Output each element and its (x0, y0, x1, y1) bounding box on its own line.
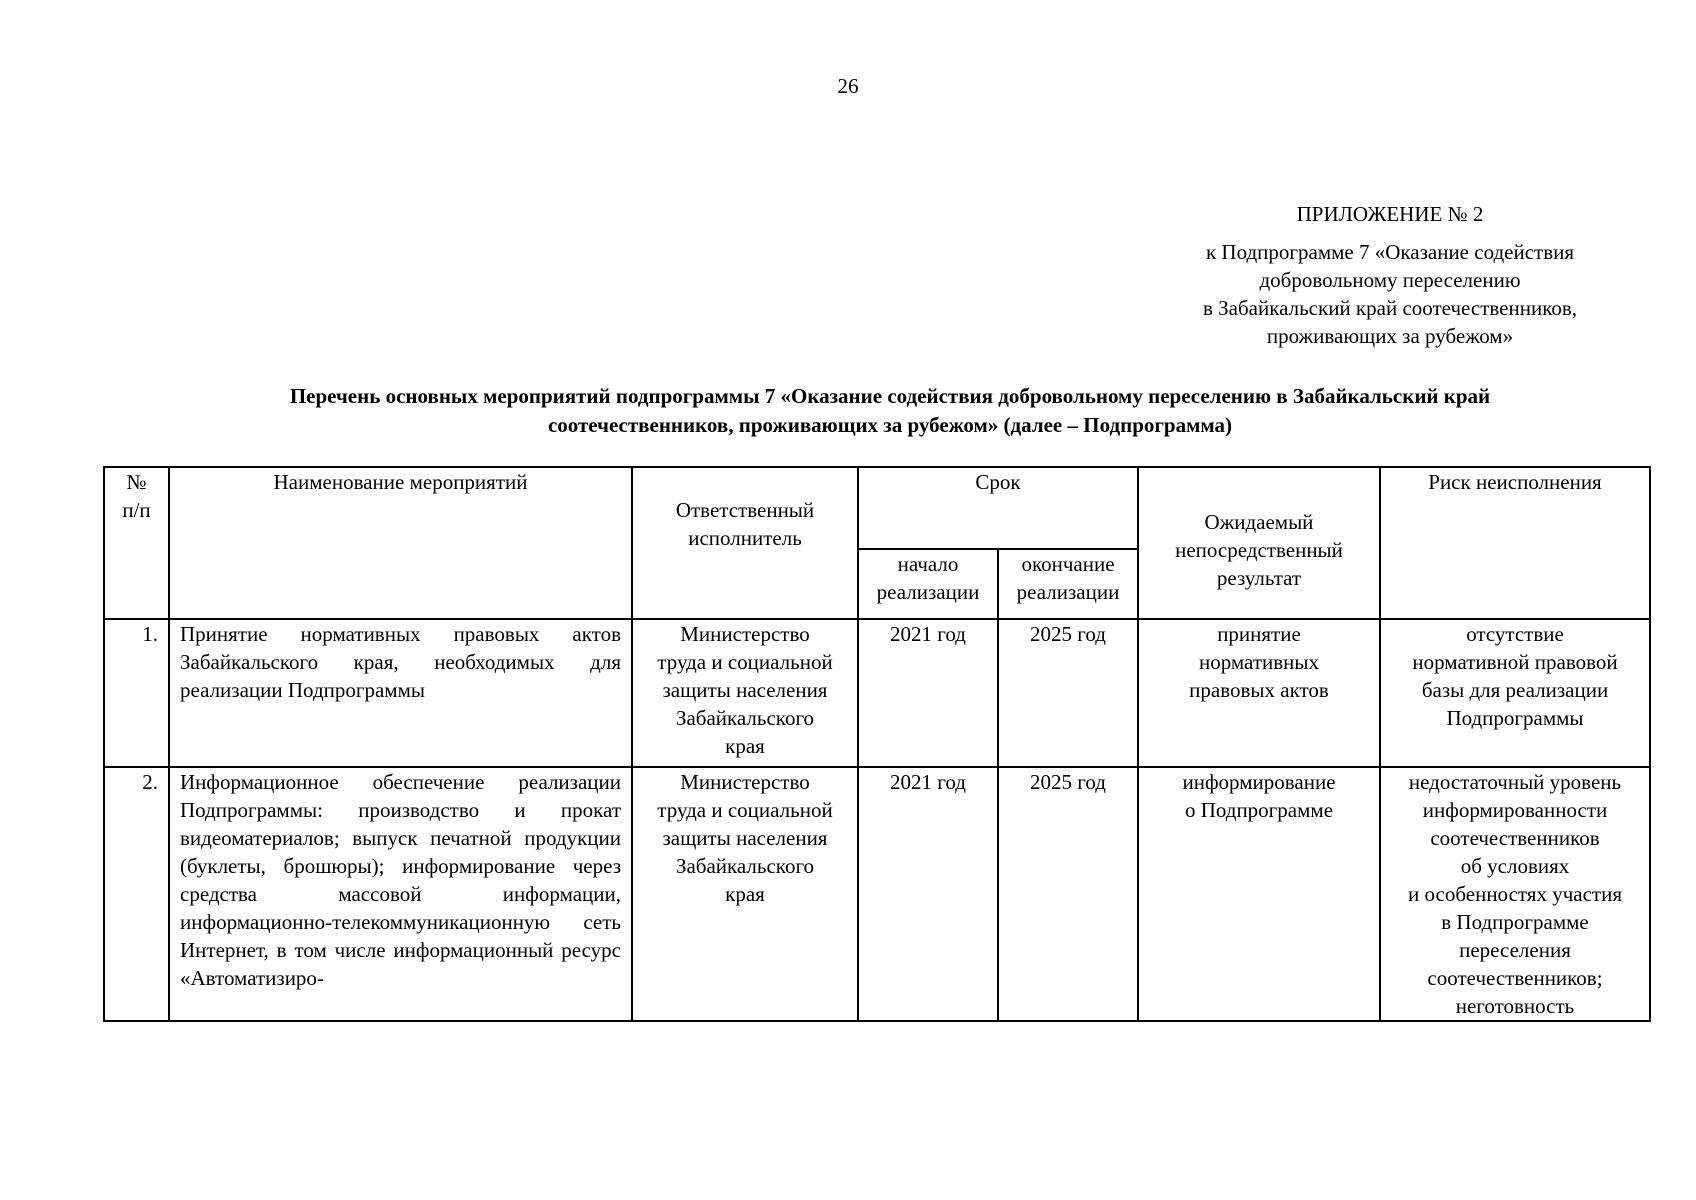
appendix-line: добровольному переселению (1259, 268, 1521, 292)
header-end-line: окончание (1021, 552, 1115, 576)
cell-start: 2021 год (858, 767, 998, 1021)
executor-line: Забайкальского (675, 854, 815, 878)
header-num-line: № (126, 470, 147, 494)
risk-line: соотечественников (1430, 826, 1600, 850)
risk-line: и особенностях участия (1408, 882, 1622, 906)
cell-measure-name: Принятие нормативных правовых актов Забайкальского края, необходимых для реализации Подпрограммы (169, 619, 632, 767)
document-title (130, 382, 1650, 440)
header-start-line: реализации (876, 580, 980, 604)
cell-executor (632, 767, 858, 1021)
result-line: нормативных (1198, 650, 1320, 674)
header-term: Срок (858, 467, 1138, 549)
header-result-line: Ожидаемый (1204, 510, 1314, 534)
table-row (104, 767, 1650, 1021)
risk-line: Подпрограммы (1446, 706, 1584, 730)
cell-risk (1380, 619, 1650, 767)
cell-start: 2021 год (858, 619, 998, 767)
header-end-line: реализации (1016, 580, 1120, 604)
risk-line: нормативной правовой (1412, 650, 1618, 674)
table-row (104, 619, 1650, 767)
executor-line: Министерство (680, 622, 810, 646)
result-line: о Подпрограмме (1184, 798, 1334, 822)
executor-line: Министерство (680, 770, 810, 794)
cell-num: 2. (104, 767, 169, 1021)
risk-line: переселения (1459, 938, 1571, 962)
executor-line: труда и социальной (657, 798, 833, 822)
cell-executor (632, 619, 858, 767)
cell-end: 2025 год (998, 767, 1138, 1021)
executor-line: защиты населения (662, 826, 828, 850)
header-result-line: непосредственный (1175, 538, 1343, 562)
header-start-line: начало (897, 552, 959, 576)
header-start (858, 549, 998, 619)
risk-line: соотечественников; (1427, 966, 1603, 990)
header-executor-line: Ответственный (675, 498, 815, 522)
executor-line: края (725, 882, 765, 906)
executor-line: защиты населения (662, 678, 828, 702)
document-title-line: соотечественников, проживающих за рубежом» (далее – Подпрограмма) (547, 413, 1233, 437)
risk-line: отсутствие (1466, 622, 1564, 646)
document-title-line: Перечень основных мероприятий подпрограммы 7 «Оказание содействия добровольному переселению в Забайкальский край (289, 384, 1491, 408)
cell-end: 2025 год (998, 619, 1138, 767)
result-line: принятие (1217, 622, 1301, 646)
risk-line: информированности (1422, 798, 1608, 822)
cell-result (1138, 619, 1380, 767)
header-num-line: п/п (122, 498, 151, 522)
executor-line: края (725, 734, 765, 758)
header-name: Наименование мероприятий (169, 467, 632, 619)
risk-line: неготовность (1455, 994, 1575, 1018)
appendix-line: к Подпрограмме 7 «Оказание содействия (1205, 240, 1575, 264)
risk-line: об условиях (1460, 854, 1570, 878)
risk-line: в Подпрограмме (1441, 910, 1589, 934)
appendix-title: ПРИЛОЖЕНИЕ № 2 (1296, 202, 1484, 226)
page-number: 26 (837, 74, 859, 98)
cell-num: 1. (104, 619, 169, 767)
header-result-line: результат (1216, 566, 1302, 590)
measures-table (103, 466, 1651, 1022)
result-line: правовых актов (1189, 678, 1329, 702)
cell-result (1138, 767, 1380, 1021)
header-end (998, 549, 1138, 619)
cell-risk (1380, 767, 1650, 1021)
executor-line: Забайкальского (675, 706, 815, 730)
appendix-line: проживающих за рубежом» (1266, 324, 1514, 348)
header-result (1138, 467, 1380, 619)
appendix-header (1160, 200, 1620, 350)
header-risk: Риск неисполнения (1380, 467, 1650, 619)
executor-line: труда и социальной (657, 650, 833, 674)
cell-measure-name: Информационное обеспечение реализации Подпрограммы: производство и прокат видеоматериалов; выпуск печатной продукции (буклеты, брошюры); информирование через средства массовой информации, информационно-телекоммуникационную сеть Интернет, в том числе информационный ресурс «Автоматизиро- (169, 767, 632, 1021)
result-line: информирование (1182, 770, 1336, 794)
header-executor (632, 467, 858, 619)
risk-line: базы для реализации (1421, 678, 1609, 702)
appendix-line: в Забайкальский край соотечественников, (1202, 296, 1577, 320)
risk-line: недостаточный уровень (1408, 770, 1622, 794)
header-executor-line: исполнитель (688, 526, 802, 550)
header-num (104, 467, 169, 619)
